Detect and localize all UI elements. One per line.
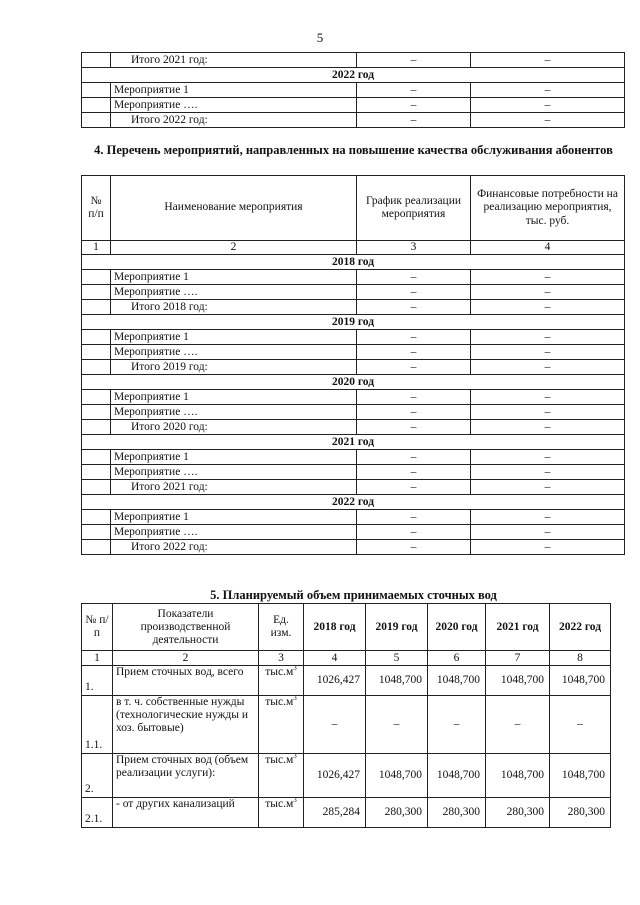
schedule-cell: – <box>357 113 471 128</box>
col-number: 4 <box>471 241 625 255</box>
table-row <box>82 510 625 525</box>
unit-text: тыс.м <box>265 666 294 678</box>
event-name: Мероприятие 1 <box>111 330 357 345</box>
value-cell: – <box>550 696 611 754</box>
header-num: № п/п <box>82 604 113 651</box>
indicator-name: Прием сточных вод, всего <box>113 666 259 696</box>
value-cell: – <box>486 696 550 754</box>
table-row <box>82 450 625 465</box>
event-name: Мероприятие 1 <box>111 450 357 465</box>
finance-cell: – <box>471 450 625 465</box>
wastewater-volume-table <box>81 603 611 828</box>
table-row <box>82 270 625 285</box>
event-name: Мероприятие 1 <box>111 510 357 525</box>
indicator-rows <box>82 666 611 828</box>
header-name: Наименование мероприятия <box>111 176 357 241</box>
schedule-cell: – <box>357 270 471 285</box>
header-unit: Ед. изм. <box>259 604 304 651</box>
service-quality-events-table <box>81 175 625 555</box>
col-number: 6 <box>428 651 486 666</box>
schedule-cell: – <box>357 450 471 465</box>
col-number: 3 <box>357 241 471 255</box>
year-label: 2019 год <box>82 315 625 330</box>
unit-cell <box>259 798 304 828</box>
table-row <box>82 465 625 480</box>
year-label: 2021 год <box>82 435 625 450</box>
unit-cell <box>259 696 304 754</box>
header-year: 2022 год <box>550 604 611 651</box>
value-cell: 1048,700 <box>486 666 550 696</box>
table-row <box>82 420 625 435</box>
finance-cell: – <box>471 345 625 360</box>
value-cell: 1026,427 <box>304 754 366 798</box>
num-cell <box>82 465 111 480</box>
col-number: 1 <box>82 241 111 255</box>
schedule-cell: – <box>357 360 471 375</box>
total-label: Итого 2018 год: <box>111 300 357 315</box>
col-number: 5 <box>366 651 428 666</box>
indicator-name: Прием сточных вод (объем реализации услуги): <box>113 754 259 798</box>
table-row <box>82 285 625 300</box>
total-label: Итого 2021 год: <box>111 480 357 495</box>
event-name: Мероприятие …. <box>111 345 357 360</box>
finance-cell: – <box>471 113 625 128</box>
header-row <box>82 176 625 241</box>
year-row <box>82 435 625 450</box>
year-label: 2018 год <box>82 255 625 270</box>
value-cell: 280,300 <box>366 798 428 828</box>
year-label: 2022 год <box>82 495 625 510</box>
num-cell <box>82 270 111 285</box>
unit-superscript: 3 <box>293 753 297 761</box>
table-row <box>82 83 625 98</box>
finance-cell: – <box>471 510 625 525</box>
year-row <box>82 375 625 390</box>
table-row <box>82 666 611 696</box>
row-number: 1.1. <box>82 696 113 754</box>
table-row <box>82 345 625 360</box>
schedule-cell: – <box>357 510 471 525</box>
num-cell <box>82 53 111 68</box>
col-number: 2 <box>111 241 357 255</box>
indicator-name: - от других канализаций <box>113 798 259 828</box>
num-cell <box>82 525 111 540</box>
finance-cell: – <box>471 360 625 375</box>
finance-cell: – <box>471 405 625 420</box>
table-row <box>82 390 625 405</box>
finance-cell: – <box>471 390 625 405</box>
col-number: 3 <box>259 651 304 666</box>
finance-cell: – <box>471 540 625 555</box>
event-name: Мероприятие …. <box>111 525 357 540</box>
finance-cell: – <box>471 300 625 315</box>
schedule-cell: – <box>357 285 471 300</box>
finance-cell: – <box>471 330 625 345</box>
table-row <box>82 98 625 113</box>
finance-cell: – <box>471 83 625 98</box>
year-label: 2022 год <box>82 68 625 83</box>
value-cell: 280,300 <box>428 798 486 828</box>
unit-superscript: 3 <box>293 695 297 703</box>
schedule-cell: – <box>357 300 471 315</box>
finance-cell: – <box>471 285 625 300</box>
year-label: 2020 год <box>82 375 625 390</box>
value-cell: – <box>428 696 486 754</box>
schedule-cell: – <box>357 480 471 495</box>
schedule-cell: – <box>357 53 471 68</box>
num-cell <box>82 360 111 375</box>
schedule-cell: – <box>357 540 471 555</box>
unit-superscript: 3 <box>293 797 297 805</box>
year-row <box>82 68 625 83</box>
value-cell: 1048,700 <box>428 666 486 696</box>
event-name: Мероприятие …. <box>111 405 357 420</box>
value-cell: – <box>304 696 366 754</box>
event-name: Мероприятие 1 <box>111 390 357 405</box>
schedule-cell: – <box>357 420 471 435</box>
value-cell: 1048,700 <box>366 666 428 696</box>
schedule-cell: – <box>357 345 471 360</box>
table-row <box>82 360 625 375</box>
total-label: Итого 2022 год: <box>111 540 357 555</box>
header-year: 2020 год <box>428 604 486 651</box>
section-5-title: 5. Планируемый объем принимаемых сточных вод <box>210 588 497 602</box>
page-number: 5 <box>316 30 324 45</box>
value-cell: 1026,427 <box>304 666 366 696</box>
header-row <box>82 604 611 651</box>
header-indicator: Показатели производственной деятельности <box>113 604 259 651</box>
year-row <box>82 495 625 510</box>
value-cell: 1048,700 <box>486 754 550 798</box>
row-number: 2. <box>82 754 113 798</box>
table-row <box>82 696 611 754</box>
event-name: Мероприятие 1 <box>111 83 357 98</box>
header-year: 2018 год <box>304 604 366 651</box>
schedule-cell: – <box>357 405 471 420</box>
num-cell <box>82 113 111 128</box>
finance-cell: – <box>471 270 625 285</box>
value-cell: 1048,700 <box>550 754 611 798</box>
header-year: 2019 год <box>366 604 428 651</box>
year-row <box>82 315 625 330</box>
num-cell <box>82 285 111 300</box>
table-row <box>82 300 625 315</box>
value-cell: 285,284 <box>304 798 366 828</box>
col-number: 4 <box>304 651 366 666</box>
schedule-cell: – <box>357 98 471 113</box>
schedule-cell: – <box>357 525 471 540</box>
unit-text: тыс.м <box>265 798 294 810</box>
table-row <box>82 53 625 68</box>
finance-cell: – <box>471 420 625 435</box>
unit-cell <box>259 754 304 798</box>
event-name: Мероприятие …. <box>111 465 357 480</box>
year-row <box>82 255 625 270</box>
table-row <box>82 525 625 540</box>
col-number: 8 <box>550 651 611 666</box>
indicator-name: в т. ч. собственные нужды (технологические нужды и хоз. бытовые) <box>113 696 259 754</box>
section-4-title: 4. Перечень мероприятий, направленных на повышение качества обслуживания абонентов <box>94 143 613 157</box>
value-cell: 280,300 <box>486 798 550 828</box>
num-cell <box>82 450 111 465</box>
table-row <box>82 113 625 128</box>
years-body <box>82 255 625 555</box>
column-numbers-row <box>82 651 611 666</box>
finance-cell: – <box>471 53 625 68</box>
value-cell: – <box>366 696 428 754</box>
finance-cell: – <box>471 98 625 113</box>
col-number: 2 <box>113 651 259 666</box>
num-cell <box>82 405 111 420</box>
column-numbers-row <box>82 241 625 255</box>
num-cell <box>82 510 111 525</box>
value-cell: 1048,700 <box>428 754 486 798</box>
header-schedule: График реализации мероприятия <box>357 176 471 241</box>
value-cell: 1048,700 <box>366 754 428 798</box>
num-cell <box>82 330 111 345</box>
schedule-cell: – <box>357 390 471 405</box>
num-cell <box>82 480 111 495</box>
event-name: Мероприятие …. <box>111 285 357 300</box>
num-cell <box>82 390 111 405</box>
table-row <box>82 405 625 420</box>
value-cell: 280,300 <box>550 798 611 828</box>
num-cell <box>82 300 111 315</box>
finance-cell: – <box>471 480 625 495</box>
continued-events-table <box>81 52 625 128</box>
table-row <box>82 480 625 495</box>
num-cell <box>82 83 111 98</box>
table-row <box>82 330 625 345</box>
table-row <box>82 754 611 798</box>
num-cell <box>82 420 111 435</box>
event-name: Мероприятие …. <box>111 98 357 113</box>
num-cell <box>82 345 111 360</box>
schedule-cell: – <box>357 465 471 480</box>
total-label: Итого 2021 год: <box>111 53 357 68</box>
col-number: 1 <box>82 651 113 666</box>
total-label: Итого 2020 год: <box>111 420 357 435</box>
value-cell: 1048,700 <box>550 666 611 696</box>
header-year: 2021 год <box>486 604 550 651</box>
table-row <box>82 540 625 555</box>
num-cell <box>82 540 111 555</box>
schedule-cell: – <box>357 330 471 345</box>
event-name: Мероприятие 1 <box>111 270 357 285</box>
header-num: № п/п <box>82 176 111 241</box>
unit-text: тыс.м <box>265 696 294 708</box>
total-label: Итого 2022 год: <box>111 113 357 128</box>
unit-text: тыс.м <box>265 754 294 766</box>
row-number: 1. <box>82 666 113 696</box>
total-label: Итого 2019 год: <box>111 360 357 375</box>
finance-cell: – <box>471 525 625 540</box>
num-cell <box>82 98 111 113</box>
row-number: 2.1. <box>82 798 113 828</box>
finance-cell: – <box>471 465 625 480</box>
table-row <box>82 798 611 828</box>
schedule-cell: – <box>357 83 471 98</box>
header-finance: Финансовые потребности на реализацию мероприятия, тыс. руб. <box>471 176 625 241</box>
unit-superscript: 3 <box>293 665 297 673</box>
unit-cell <box>259 666 304 696</box>
col-number: 7 <box>486 651 550 666</box>
